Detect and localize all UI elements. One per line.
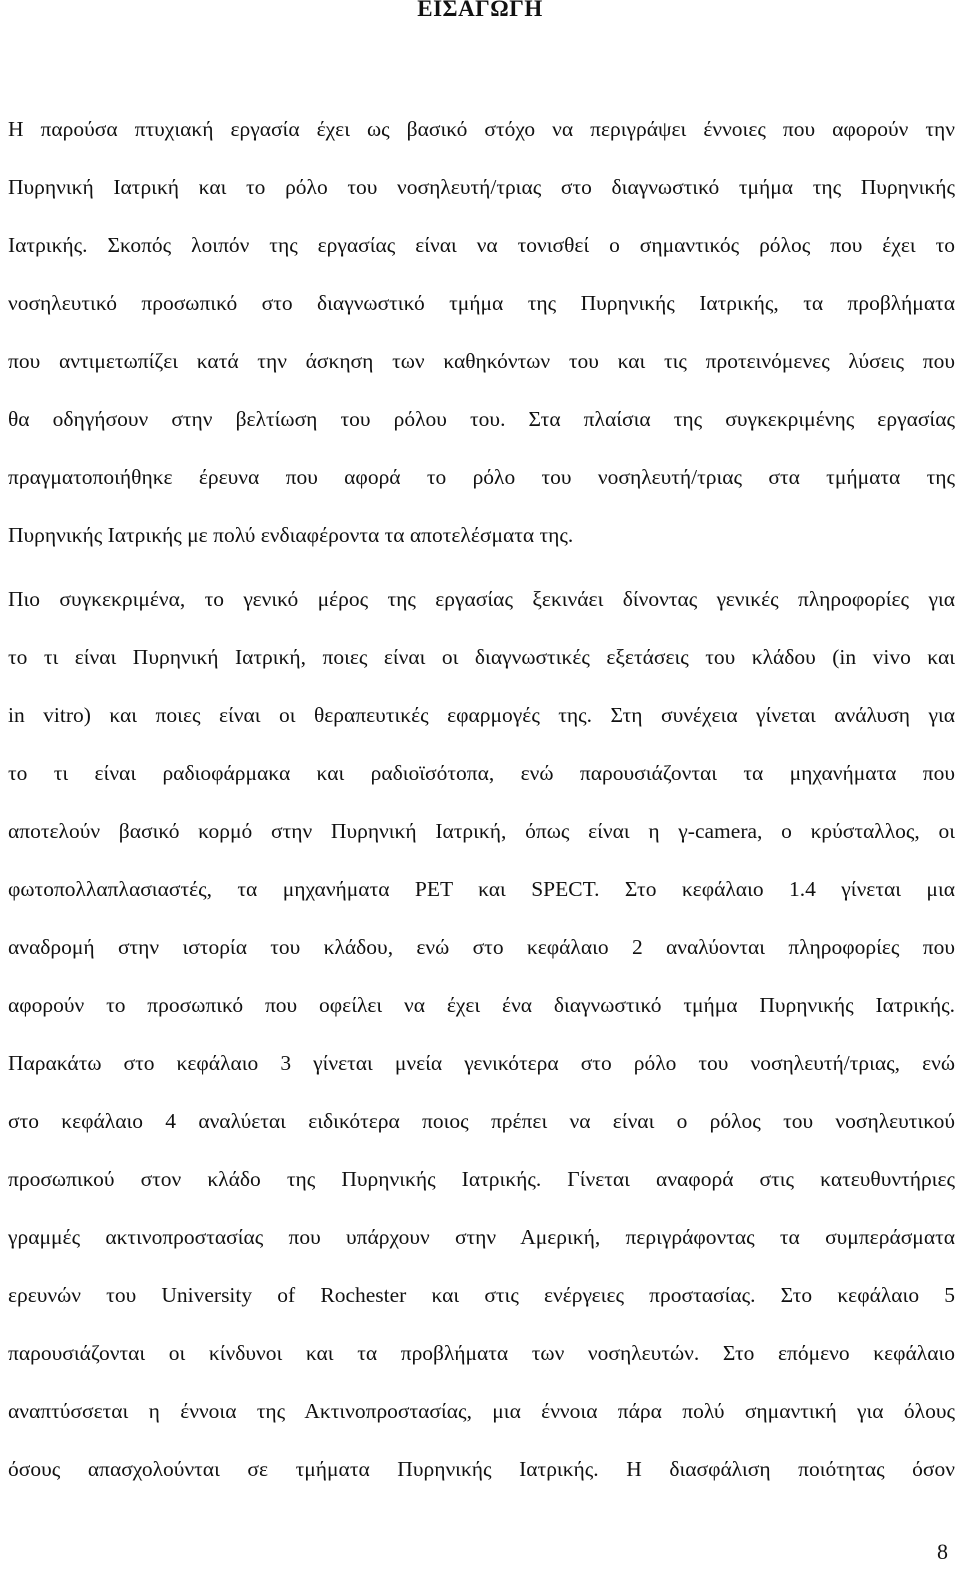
text-line: ερευνών του University of Rochester και στις ενέργειες προστασίας. Στο κεφάλαιο 5 bbox=[8, 1283, 955, 1307]
text-line: στο κεφάλαιο 4 αναλύεται ειδικότερα ποιος πρέπει να είναι ο ρόλος του νοσηλευτικού bbox=[8, 1109, 955, 1133]
text-line: αναδρομή στην ιστορία του κλάδου, ενώ στο κεφάλαιο 2 αναλύονται πληροφορίες που bbox=[8, 935, 955, 959]
page-number: 8 bbox=[937, 1539, 948, 1564]
page-title: ΕΙΣΑΓΩΓΗ bbox=[417, 0, 543, 21]
text-line: Πυρηνική Ιατρική και το ρόλο του νοσηλευτή/τριας στο διαγνωστικό τμήμα της Πυρηνικής bbox=[8, 175, 955, 199]
text-line: Πιο συγκεκριμένα, το γενικό μέρος της εργασίας ξεκινάει δίνοντας γενικές πληροφορίες για bbox=[8, 587, 955, 611]
text-line: που αντιμετωπίζει κατά την άσκηση των καθηκόντων του και τις προτεινόμενες λύσεις που bbox=[8, 349, 955, 373]
text-line: προσωπικού στον κλάδο της Πυρηνικής Ιατρικής. Γίνεται αναφορά στις κατευθυντήριες bbox=[8, 1167, 955, 1191]
text-line: αναπτύσσεται η έννοια της Ακτινοπροστασίας, μια έννοια πάρα πολύ σημαντική για όλους bbox=[8, 1399, 955, 1423]
text-line: αποτελούν βασικό κορμό στην Πυρηνική Ιατρική, όπως είναι η γ-camera, ο κρύσταλλος, οι bbox=[8, 819, 955, 843]
text-line: αφορούν το προσωπικό που οφείλει να έχει ένα διαγνωστικό τμήμα Πυρηνικής Ιατρικής. bbox=[8, 993, 955, 1017]
text-line: Παρακάτω στο κεφάλαιο 3 γίνεται μνεία γενικότερα στο ρόλο του νοσηλευτή/τριας, ενώ bbox=[8, 1051, 955, 1075]
text-line: in vitro) και ποιες είναι οι θεραπευτικές εφαρμογές της. Στη συνέχεια γίνεται ανάλυση για bbox=[8, 703, 955, 727]
text-line: θα οδηγήσουν στην βελτίωση του ρόλου του. Στα πλαίσια της συγκεκριμένης εργασίας bbox=[8, 407, 955, 431]
text-line: Ιατρικής. Σκοπός λοιπόν της εργασίας είναι να τονισθεί ο σημαντικός ρόλος που έχει το bbox=[8, 233, 955, 257]
text-line: πραγματοποιήθηκε έρευνα που αφορά το ρόλο του νοσηλευτή/τριας στα τμήματα της bbox=[8, 465, 955, 489]
text-line: φωτοπολλαπλασιαστές, τα μηχανήματα PET και SPECT. Στο κεφάλαιο 1.4 γίνεται μια bbox=[8, 877, 955, 901]
text-line: Πυρηνικής Ιατρικής με πολύ ενδιαφέροντα τα αποτελέσματα της. bbox=[8, 523, 574, 547]
text-line: παρουσιάζονται οι κίνδυνοι και τα προβλήματα των νοσηλευτών. Στο επόμενο κεφάλαιο bbox=[8, 1341, 955, 1365]
text-line: νοσηλευτικό προσωπικό στο διαγνωστικό τμήμα της Πυρηνικής Ιατρικής, τα προβλήματα bbox=[8, 291, 955, 315]
text-line: γραμμές ακτινοπροστασίας που υπάρχουν στην Αμερική, περιγράφοντας τα συμπεράσματα bbox=[8, 1225, 955, 1249]
text-line: Η παρούσα πτυχιακή εργασία έχει ως βασικό στόχο να περιγράψει έννοιες που αφορούν την bbox=[8, 117, 955, 141]
text-line: το τι είναι Πυρηνική Ιατρική, ποιες είναι οι διαγνωστικές εξετάσεις του κλάδου (in vivo και bbox=[8, 645, 955, 669]
text-line: το τι είναι ραδιοφάρμακα και ραδιοϊσότοπα, ενώ παρουσιάζονται τα μηχανήματα που bbox=[8, 761, 955, 785]
text-line: όσους απασχολούνται σε τμήματα Πυρηνικής Ιατρικής. Η διασφάλιση ποιότητας όσον bbox=[8, 1457, 955, 1481]
